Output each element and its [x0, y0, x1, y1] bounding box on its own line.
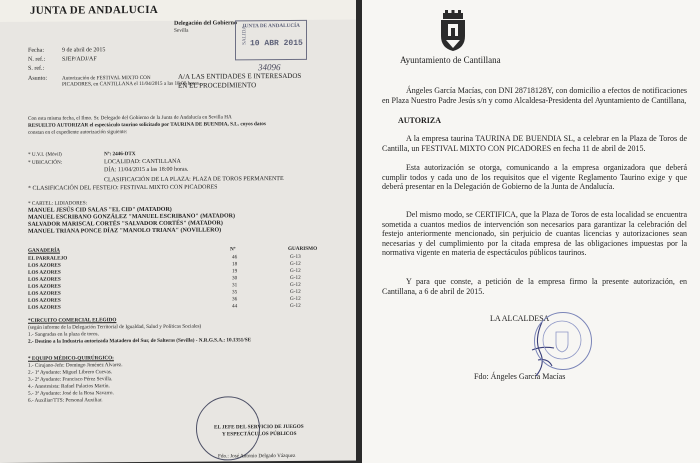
stamp-salida: SALIDA	[241, 25, 248, 45]
ganaderia-number: 19	[232, 268, 238, 275]
ganaderia-number: 36	[232, 296, 238, 303]
ganaderia-number: 31	[232, 282, 238, 289]
ganaderia-guarismo: G-13	[290, 253, 301, 260]
paragraph-4: Y para que conste, a petición de la empresa firmo la presente autorización, en Cantillana, a 6 de abril de 2015.	[382, 277, 687, 296]
intro-line: Con esta misma fecha, el Ilmo. Sr. Delegado del Gobierno de la Junta de Andalucía en Sevilla HA	[28, 114, 232, 122]
lidiador: MANUEL TRIANA PONCE DÍAZ "MANOLO TRIANA" (NOVILLERO)	[28, 227, 222, 235]
ayuntamiento-title: Ayuntamiento de Cantillana	[400, 55, 501, 65]
ganaderia-header: GUARISMO	[288, 245, 318, 252]
clasificacion: * CLASIFICACIÓN DEL FESTEJO: FESTIVAL MIXTO CON PICADORES	[28, 184, 218, 192]
intro-line: constan en el expediente autorización siguiente:	[28, 129, 128, 136]
ganaderia-header: GANADERÍA	[28, 247, 60, 254]
ganaderia-name: LOS AZORES	[28, 290, 61, 297]
delegacion-title: Delegación del Gobierno	[174, 20, 237, 27]
ganaderia-guarismo: G-12	[290, 288, 301, 295]
circuito-line: (según informe de la Delegación Territorial de Igualdad, Salud y Políticas Sociales)	[28, 323, 202, 331]
equipo-member: 6.- Auxiliar/TTS: Personal Auxiliar.	[28, 397, 103, 404]
ubicacion-line: LOCALIDAD: CANTILLANA	[104, 158, 181, 166]
registro-number: 34096	[258, 62, 281, 73]
ganaderia-name: LOS AZORES	[28, 276, 61, 283]
ubicacion-label: * UBICACIÓN:	[28, 159, 63, 166]
fecha-value: 9 de abril de 2015	[62, 47, 106, 54]
ganaderia-guarismo: G-12	[290, 302, 301, 309]
ganaderia-guarismo: G-12	[290, 281, 301, 288]
circuito-title: *CIRCUITO COMERCIAL ELEGIDO	[28, 317, 117, 324]
asunto-line: PICADORES, en CANTILLANA el 11/04/2015 a las 18:00 horas.	[62, 80, 201, 88]
ubicacion-line: CLASIFICACIÓN DE LA PLAZA: PLAZA DE TOROS PERMANENTE	[104, 176, 284, 184]
uvi-value: Nº: 2446-DTX	[104, 151, 136, 158]
equipo-member: 5.- 3ª Ayudante: José de la Rosa Navarro.	[28, 390, 114, 397]
delegacion-city: Sevilla	[174, 27, 189, 34]
ganaderia-guarismo: G-12	[290, 274, 301, 281]
ganaderia-name: LOS AZORES	[28, 304, 61, 311]
sref-label: S. ref.:	[28, 65, 45, 72]
uvi-label: * U.V.I. (Móvil)	[28, 151, 62, 158]
firma-line: Y ESPECTÁCULOS PÚBLICOS	[222, 430, 297, 438]
paragraph-1: A la empresa taurina TAURINA DE BUENDIA SL, a celebrar en la Plaza de Toros de Cantilla, un FESTIVAL MIXTO CON PICADORES en fecha 11 de abril de 2015.	[382, 134, 687, 153]
autoriza-title: AUTORIZA	[398, 116, 441, 125]
fecha-label: Fecha:	[28, 47, 44, 54]
ganaderia-guarismo: G-12	[290, 267, 301, 274]
equipo-member: 1.- Cirujano-Jefe: Domingo Jiménez Alvarez.	[28, 362, 123, 369]
coat-of-arms-icon	[437, 10, 469, 57]
equipo-member: 3.- 2ª Ayudante: Francisco Pérez Sevilla.	[28, 376, 113, 383]
ganaderia-name: LOS AZORES	[28, 269, 61, 276]
ganaderia-number: 18	[232, 261, 238, 268]
ganaderia-number: 30	[232, 275, 238, 282]
ganaderia-number: 44	[232, 303, 238, 310]
asunto-line: Autorización de FESTIVAL MIXTO CON	[62, 74, 151, 82]
recipient-line: EN EL PROCEDIMIENTO	[178, 81, 257, 90]
nref-value: SJEP/ADJ/AF	[62, 56, 97, 63]
equipo-member: 4.- Anestesista: Rafael Palacios Martín.	[28, 383, 110, 390]
circuito-line: 1.- Sangradas en la plaza de toros.	[28, 331, 99, 338]
paragraph-2: Esta autorización se otorga, comunicando a la empresa organizadora que deberá cumplir todos y cada uno de los requisitos que el vigente Reglamento Taurino exige y que deberá presentar en la Delegación de Gobierno de la Junta de Andalucía.	[382, 163, 687, 192]
ganaderia-header: Nº	[230, 246, 236, 253]
nref-label: N. ref.:	[28, 56, 46, 63]
circuito-line: 2.- Destino a la Industria autorizada Matadero del Sur, de Salteras (Sevilla) - N.R.G.S.A.: 10.1351/SE	[28, 337, 252, 345]
registro-stamp	[235, 20, 307, 61]
equipo-member: 2.- 1ª Ayudante: Miguel Librero Cuevas.	[28, 369, 113, 376]
alcaldesa-label: LA ALCALDESA	[490, 314, 550, 323]
lidiador: SALVADOR MARISCAL CORTÉS "SALVADOR CORTÉS" (MATADOR)	[28, 220, 223, 228]
stamp-date: 10 ABR 2015	[250, 38, 303, 49]
cartel-label: * CARTEL: LIDIADORES:	[28, 200, 88, 207]
ganaderia-name: LOS AZORES	[28, 297, 61, 304]
lidiador: MANUEL JESÚS CID SALAS "EL CID" (MATADOR)	[28, 206, 172, 214]
ubicacion-line: DÍA: 11/04/2015 a las 18:00 horas.	[104, 166, 189, 174]
ganaderia-name: LOS AZORES	[28, 262, 61, 269]
ganaderia-name: EL PARRALEJO	[28, 255, 68, 262]
ganaderia-guarismo: G-12	[290, 260, 301, 267]
lidiador: MANUEL ESCRIBANO GONZÁLEZ "MANUEL ESCRIBANO" (MATADOR)	[28, 213, 235, 221]
right-document	[362, 0, 700, 463]
firma-name: Fdo.: José Antonio Delgado Vázquez	[218, 452, 296, 460]
recipient-line: A/A LAS ENTIDADES E INTERESADOS	[178, 71, 302, 81]
ganaderia-name: LOS AZORES	[28, 283, 61, 290]
intro-line: RESUELTO AUTORIZAR el espectáculo taurino solicitado por TAURINA DE BUENDIA, S.L. cuyos datos	[28, 121, 266, 129]
paragraph-3: Del mismo modo, se CERTIFICA, que la Plaza de Toros de esta localidad se encuentra sometida a cuantos medios de intervención son necesarios para garantizar la celebración del festejo anteriormente mencionado, sin perjuicio de cuantas licencias y autorizaciones sean necesarias y del cumplimiento por la citada empresa de las obligaciones impuestas por la normativa vigente en materia de espectáculos públicos taurinos.	[382, 210, 687, 258]
intro-paragraph: Ángeles García Macías, con DNI 28718128Y, con domicilio a efectos de notificaciones en Plaza Nuestro Padre Jesús s/n y como Alcaldesa-Presidenta del Ayuntamiento de Cantillana,	[382, 86, 687, 105]
junta-logo: JUNTA DE ANDALUCIA	[30, 3, 159, 17]
asunto-label: Asunto:	[28, 75, 48, 82]
ganaderia-number: 46	[232, 254, 238, 261]
ganaderia-guarismo: G-12	[290, 295, 301, 302]
ganaderia-number: 35	[232, 289, 238, 296]
stamp-line: JUNTA DE ANDALUCÍA	[242, 22, 300, 30]
firma-line: EL JEFE DEL SERVICIO DE JUEGOS	[214, 423, 304, 431]
equipo-title: * EQUIPO MÉDICO-QUIRÚRGICO:	[28, 355, 114, 362]
ayuntamiento-round-stamp	[534, 312, 592, 370]
firma-alcaldesa: Fdo: Ángeles García Macías	[474, 372, 566, 381]
